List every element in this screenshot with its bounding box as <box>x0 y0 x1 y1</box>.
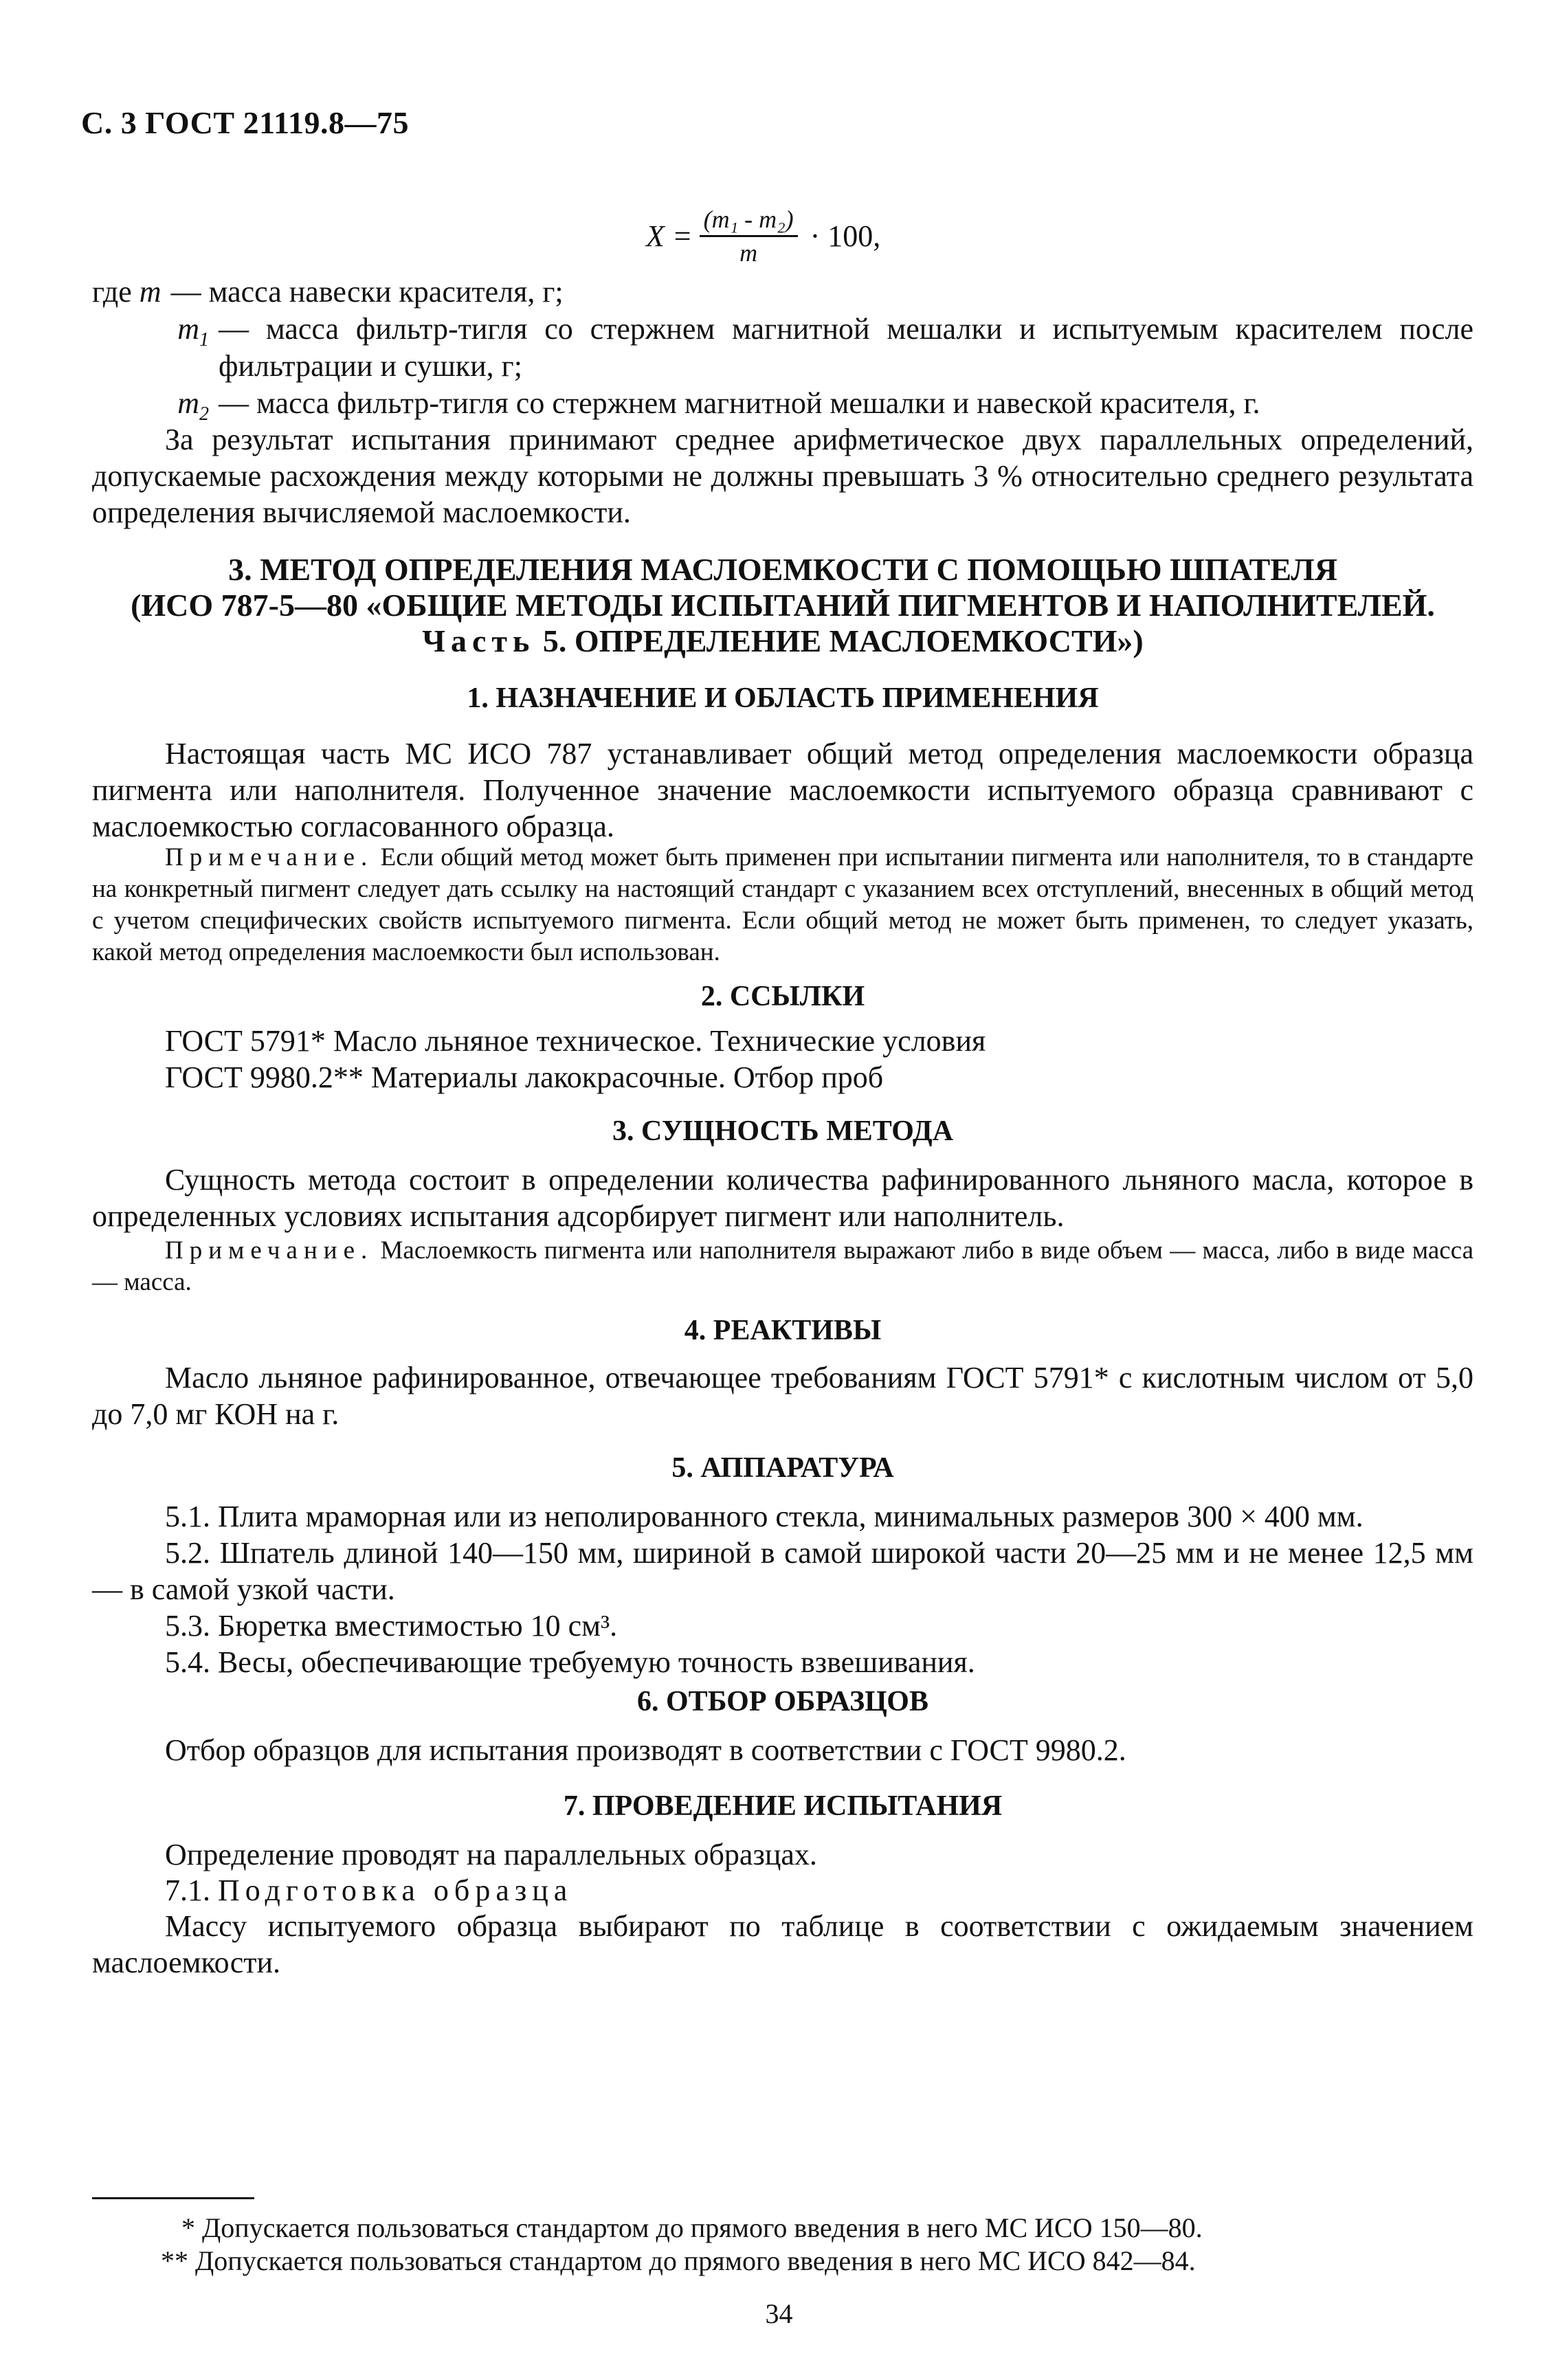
definition-lead: где <box>92 275 140 309</box>
definition-text: — масса фильтр-тигля со стержнем магнитной мешалки и испытуемым красителем после фильтрации и сушки, г; <box>219 312 1473 383</box>
formula-fraction <box>700 205 798 267</box>
references-list <box>165 1023 986 1096</box>
note-text: Если общий метод может быть применен при испытании пигмента или наполнителя, то в стандарте на конкретный пигмент следует дать ссылку на настоящий стандарт с указанием всех отступлений, внесенных в общий метод с учетом специфических свойств испытуемого пигмента. Если общий метод не может быть применен, то следует указать, какой метод определения маслоемкости был использован. <box>92 843 1473 966</box>
page-number: 34 <box>765 2298 793 2329</box>
note-text: Маслоемкость пигмента или наполнителя выражают либо в виде объем — масса, либо в виде масса — масса. <box>92 1236 1473 1296</box>
definition-symbol: m <box>177 386 199 420</box>
page-header: С. 3 ГОСТ 21119.8—75 <box>81 105 410 140</box>
result-paragraph: За результат испытания принимают среднее арифметическое двух параллельных определений, допускаемые расхождения между которыми не должны превышать 3 % относительно среднего результата определения вычисляемой маслоемкости. <box>92 423 1473 529</box>
subsection-5-title: 5. АППАРАТУРА <box>671 1452 894 1484</box>
section-3-title-line-2: (ИСО 787-5—80 «ОБЩИЕ МЕТОДЫ ИСПЫТАНИЙ ПИГМЕНТОВ И НАПОЛНИТЕЛЕЙ. <box>131 588 1435 623</box>
definition-symbol: m <box>177 312 199 346</box>
footnote-item: * Допускается пользоваться стандартом до прямого введения в него МС ИСО 150—80. <box>181 2212 1203 2243</box>
reference-item: ГОСТ 5791* Масло льняное техническое. Технические условия <box>165 1024 986 1058</box>
subsection-1-note <box>92 842 1473 968</box>
formula-numerator: (m₁ - m₂) <box>700 205 798 237</box>
subsection-1-paragraph: Настоящая часть МС ИСО 787 устанавливает общий метод определения маслоемкости образца пигмента или наполнителя. Полученное значение маслоемкости испытуемого образца сравнивают с маслоемкостью согласованного образца. <box>92 737 1473 843</box>
definition-item <box>92 274 1473 311</box>
subsection-3-note <box>92 1235 1473 1298</box>
note-label: Примечание. <box>165 843 374 871</box>
formula-denominator: m <box>739 238 758 267</box>
list-item: 5.1. Плита мраморная или из неполированного стекла, минимальных размеров 300 × 400 мм. <box>165 1500 1364 1533</box>
formula-rhs: · 100, <box>810 219 881 253</box>
definition-text: — масса навески красителя, г; <box>170 275 564 309</box>
note-label: Примечание. <box>165 1236 374 1265</box>
section-3-title-line-1: 3. МЕТОД ОПРЕДЕЛЕНИЯ МАСЛОЕМКОСТИ С ПОМОЩЬЮ ШПАТЕЛЯ <box>228 552 1337 587</box>
variable-definitions <box>92 274 1473 433</box>
definition-symbol: m <box>139 275 162 309</box>
list-item: 5.3. Бюретка вместимостью 10 см³. <box>165 1609 618 1643</box>
list-item: 5.2. Шпатель длиной 140—150 мм, шириной в самой широкой части 20—25 мм и не менее 12,5 мм — в самой узкой части. <box>92 1536 1473 1606</box>
subsection-4-title: 4. РЕАКТИВЫ <box>684 1315 882 1346</box>
subsection-7-paragraph: Массу испытуемого образца выбирают по таблице в соответствии с ожидаемым значением маслоемкости. <box>92 1909 1473 1979</box>
footnote-divider <box>92 2197 254 2199</box>
subsection-7-title: 7. ПРОВЕДЕНИЕ ИСПЫТАНИЯ <box>563 1790 1003 1822</box>
subsection-6-paragraph: Отбор образцов для испытания производят в соответствии с ГОСТ 9980.2. <box>165 1733 1126 1767</box>
subsection-1-title: 1. НАЗНАЧЕНИЕ И ОБЛАСТЬ ПРИМЕНЕНИЯ <box>467 682 1099 714</box>
subsection-3-paragraph: Сущность метода состоит в определении количества рафинированного льняного масла, которое в определенных условиях испытания адсорбирует пигмент или наполнитель. <box>92 1163 1473 1233</box>
footnote-item: ** Допускается пользоваться стандартом до прямого введения в него МС ИСО 842—84. <box>161 2245 1196 2276</box>
formula <box>646 198 880 274</box>
formula-lhs: X = <box>646 219 693 253</box>
subsection-7-line: Определение проводят на параллельных образцах. <box>165 1838 817 1871</box>
subsection-4-paragraph: Масло льняное рафинированное, отвечающее требованиям ГОСТ 5791* с кислотным числом от 5,0 до 7,0 мг КОН на г. <box>92 1361 1473 1431</box>
subsection-2-title: 2. ССЫЛКИ <box>700 981 865 1012</box>
list-item: 5.4. Весы, обеспечивающие требуемую точность взвешивания. <box>165 1645 975 1679</box>
section-3-title-line-3: Часть 5. ОПРЕДЕЛЕНИЕ МАСЛОЕМКОСТИ») <box>422 623 1144 658</box>
subsection-3-title: 3. СУЩНОСТЬ МЕТОДА <box>612 1115 954 1147</box>
definition-subscript: 1 <box>199 329 209 351</box>
subsection-7-item-heading: 7.1. Подготовка образца <box>165 1873 573 1907</box>
definition-item <box>92 311 1473 385</box>
reference-item: ГОСТ 9980.2** Материалы лакокрасочные. Отбор проб <box>165 1060 884 1094</box>
definition-subscript: 2 <box>199 403 209 425</box>
definition-text: — масса фильтр-тигля со стержнем магнитной мешалки и навеской красителя, г. <box>219 386 1260 420</box>
footnotes <box>92 2212 1473 2278</box>
apparatus-list <box>92 1498 1473 1680</box>
subsection-6-title: 6. ОТБОР ОБРАЗЦОВ <box>637 1686 928 1717</box>
